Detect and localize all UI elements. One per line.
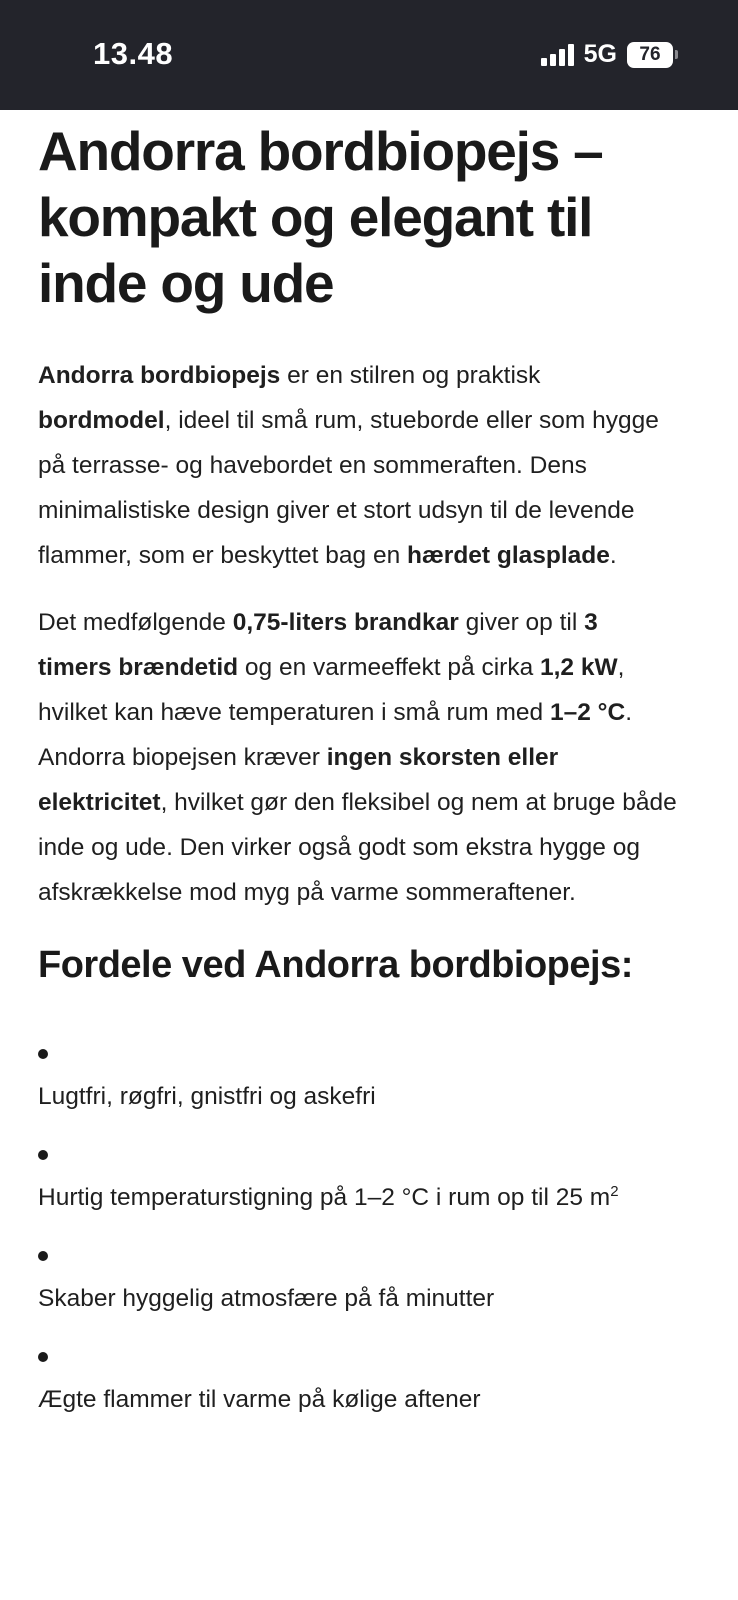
body-text: og en varmeeffekt på cirka xyxy=(238,654,540,681)
bold-text: bordmodel xyxy=(38,407,165,434)
bullet-icon xyxy=(38,1034,678,1074)
list-item xyxy=(38,1034,678,1119)
intro-paragraph xyxy=(38,353,678,578)
status-indicators xyxy=(541,40,678,69)
superscript: 2 xyxy=(610,1182,619,1200)
bold-text: 1,2 kW xyxy=(540,654,618,681)
benefit-text: Skaber hyggelig atmosfære på få minutter xyxy=(38,1285,495,1312)
benefit-text: Lugtfri, røgfri, gnistfri og askefri xyxy=(38,1083,376,1110)
list-item xyxy=(38,1135,678,1220)
benefit-text-main: Hurtig temperaturstigning på 1–2 °C i rum op til 25 m xyxy=(38,1184,611,1211)
list-item xyxy=(38,1337,678,1422)
body-text: , hvilket gør den fleksibel og nem at bruge både inde og ude. Den virker også godt som ekstra hygge og afskrækkelse mod myg på varme sommeraftener. xyxy=(38,789,677,906)
bullet-icon xyxy=(38,1135,678,1175)
body-text: , hvilket kan hæve temperaturen i små rum med xyxy=(38,654,625,726)
bold-text: hærdet glasplade xyxy=(407,542,610,569)
bold-text: ingen skorsten eller elektricitet xyxy=(38,744,559,816)
bold-text: Andorra bordbiopejs xyxy=(38,362,281,389)
list-item xyxy=(38,1236,678,1321)
battery-level: 76 xyxy=(627,42,673,68)
body-text: giver op til xyxy=(458,609,585,636)
page-title: Andorra bordbiopejs – kompakt og elegant til inde og ude xyxy=(38,120,603,314)
details-paragraph xyxy=(38,600,678,915)
status-bar xyxy=(0,0,738,110)
benefit-text: Ægte flammer til varme på kølige aftener xyxy=(38,1386,481,1413)
body-text: Det medfølgende xyxy=(38,609,233,636)
benefit-text xyxy=(38,1175,678,1220)
network-type: 5G xyxy=(583,40,617,68)
bold-text: 1–2 °C xyxy=(550,699,626,726)
benefits-heading: Fordele ved Andorra bordbiopejs: xyxy=(38,944,633,986)
body-text: , ideel til små rum, stueborde eller som hygge på terrasse- og havebordet en sommeraften. Dens minimalistiske design giver et stort udsyn til de levende flammer, som er beskyttet bag en xyxy=(38,407,659,569)
body-text: er en stilren og praktisk xyxy=(280,362,541,389)
benefits-list xyxy=(38,1034,678,1422)
battery-icon xyxy=(627,42,678,68)
bold-text: 3 timers brændetid xyxy=(38,609,598,681)
signal-icon xyxy=(541,44,574,66)
bullet-icon xyxy=(38,1236,678,1276)
article-content xyxy=(38,118,678,1438)
bold-text: 0,75-liters brandkar xyxy=(232,609,459,636)
status-time: 13.48 xyxy=(93,36,174,71)
body-text: . xyxy=(609,542,617,569)
body-text: . Andorra biopejsen kræver xyxy=(38,699,632,771)
bullet-icon xyxy=(38,1337,678,1377)
